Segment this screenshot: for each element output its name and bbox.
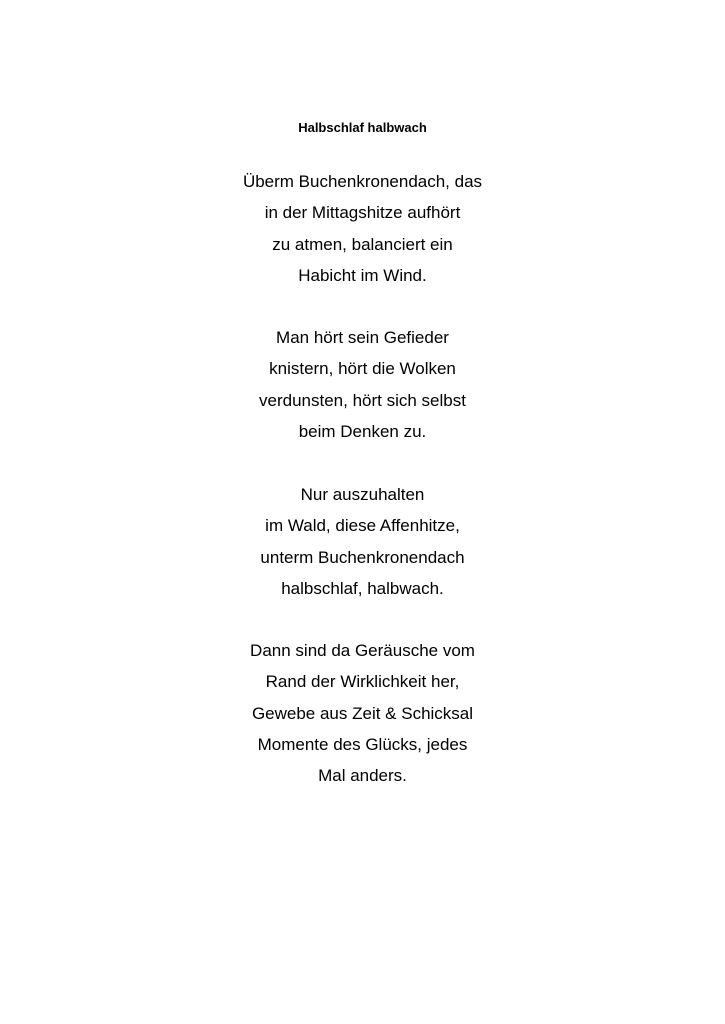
- poem-line: Rand der Wirklichkeit her,: [265, 672, 460, 692]
- poem-line: Mal anders.: [318, 766, 407, 786]
- stanza-3: [0, 479, 725, 604]
- poem-line: knistern, hört die Wolken: [269, 359, 456, 379]
- poem-line: beim Denken zu.: [298, 421, 427, 441]
- poem-line: im Wald, diese Affenhitze,: [265, 516, 460, 536]
- poem-line: Überm Buchenkronendach, das: [242, 172, 483, 191]
- poem-line: Habicht im Wind.: [298, 265, 427, 285]
- stanza-4: [0, 635, 725, 791]
- poem-title: Halbschlaf halbwach: [298, 120, 427, 135]
- stanza-2: [0, 322, 725, 447]
- poem-line: unterm Buchenkronendach: [260, 547, 465, 567]
- poem-line: Man hört sein Gefieder: [276, 328, 449, 347]
- poem-line: halbschlaf, halbwach.: [281, 578, 444, 598]
- poem-line: in der Mittagshitze aufhört: [264, 203, 461, 223]
- poem-line: verdunsten, hört sich selbst: [259, 390, 466, 410]
- poem-line: Gewebe aus Zeit & Schicksal: [251, 703, 474, 723]
- stanza-1: [0, 166, 725, 291]
- poem-line: Nur auszuhalten: [300, 485, 425, 504]
- poem-line: Momente des Glücks, jedes: [257, 734, 468, 754]
- poem-line: zu atmen, balanciert ein: [272, 234, 453, 254]
- poem-line: Dann sind da Geräusche vom: [250, 641, 475, 660]
